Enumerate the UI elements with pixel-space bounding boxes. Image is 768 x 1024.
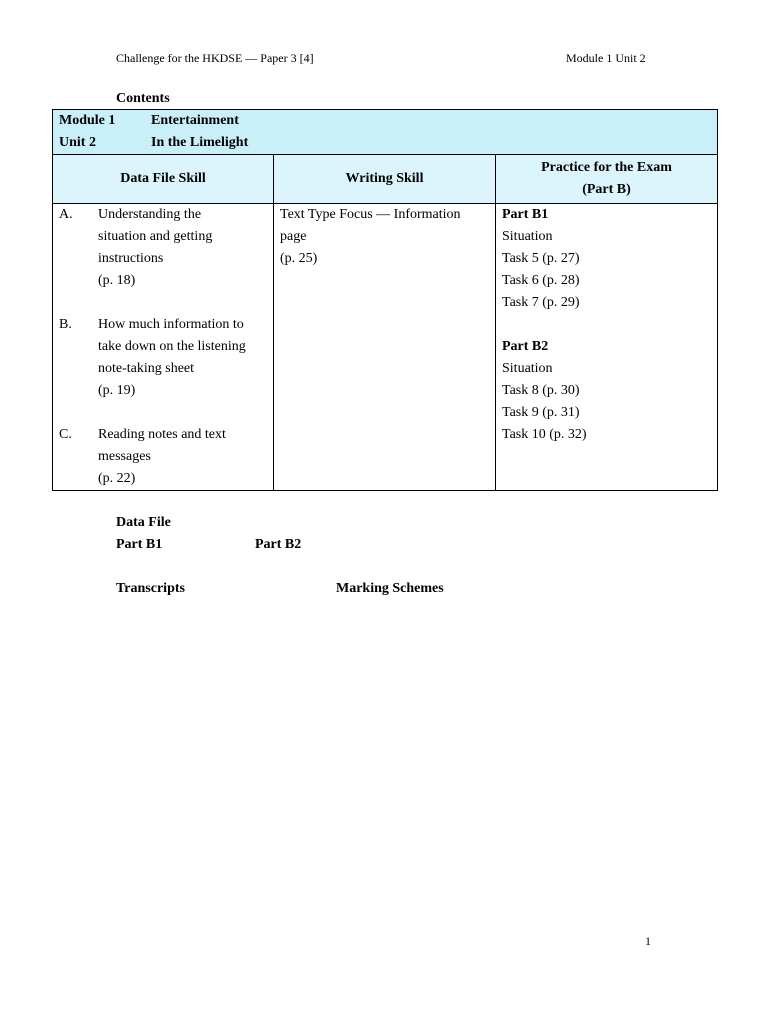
running-header-title: Challenge for the HKDSE — Paper 3 [4]: [116, 51, 314, 65]
unit-name: In the Limelight: [151, 135, 249, 150]
part-b1-link[interactable]: Part B1: [116, 537, 163, 552]
practice-item: Task 8 (p. 30): [502, 383, 580, 398]
data-file-item: C. Reading notes and text messages (p. 22): [59, 427, 226, 486]
practice-item: Situation: [502, 361, 553, 376]
practice-item: Task 9 (p. 31): [502, 405, 580, 420]
practice-item: Situation: [502, 229, 553, 244]
writing-skill-cell: Text Type Focus — Information page (p. 25): [274, 204, 496, 491]
module-name: Entertainment: [151, 113, 239, 128]
contents-heading: Contents: [116, 91, 170, 106]
part-b2-link[interactable]: Part B2: [255, 537, 302, 552]
data-file-skill-cell: [53, 204, 274, 491]
unit-label: Unit 2: [59, 135, 96, 150]
page-number: 1: [645, 934, 651, 948]
marking-schemes-link[interactable]: Marking Schemes: [336, 581, 444, 596]
practice-cell: [496, 204, 718, 491]
column-header-data-file-skill: Data File Skill: [53, 155, 274, 204]
transcripts-link[interactable]: Transcripts: [116, 581, 185, 596]
data-file-heading: Data File: [116, 515, 171, 530]
practice-item: Task 5 (p. 27): [502, 251, 580, 266]
contents-table: [52, 109, 718, 491]
practice-item: Task 6 (p. 28): [502, 273, 580, 288]
column-header-writing-skill: Writing Skill: [274, 155, 496, 204]
practice-header-line2: (Part B): [582, 182, 631, 197]
column-header-practice: [496, 155, 718, 204]
practice-header-line1: Practice for the Exam: [541, 160, 672, 175]
part-b1-title: Part B1: [502, 207, 549, 222]
module-unit-banner: [53, 110, 718, 155]
data-file-item: B. How much information to take down on the listening note-taking sheet (p. 19): [59, 317, 246, 398]
data-file-item: A. Understanding the situation and getting instructions (p. 18): [59, 207, 213, 288]
practice-item: Task 10 (p. 32): [502, 427, 587, 442]
part-b2-title: Part B2: [502, 339, 549, 354]
practice-item: Task 7 (p. 29): [502, 295, 580, 310]
running-header-unit: Module 1 Unit 2: [566, 51, 646, 65]
module-label: Module 1: [59, 113, 116, 128]
